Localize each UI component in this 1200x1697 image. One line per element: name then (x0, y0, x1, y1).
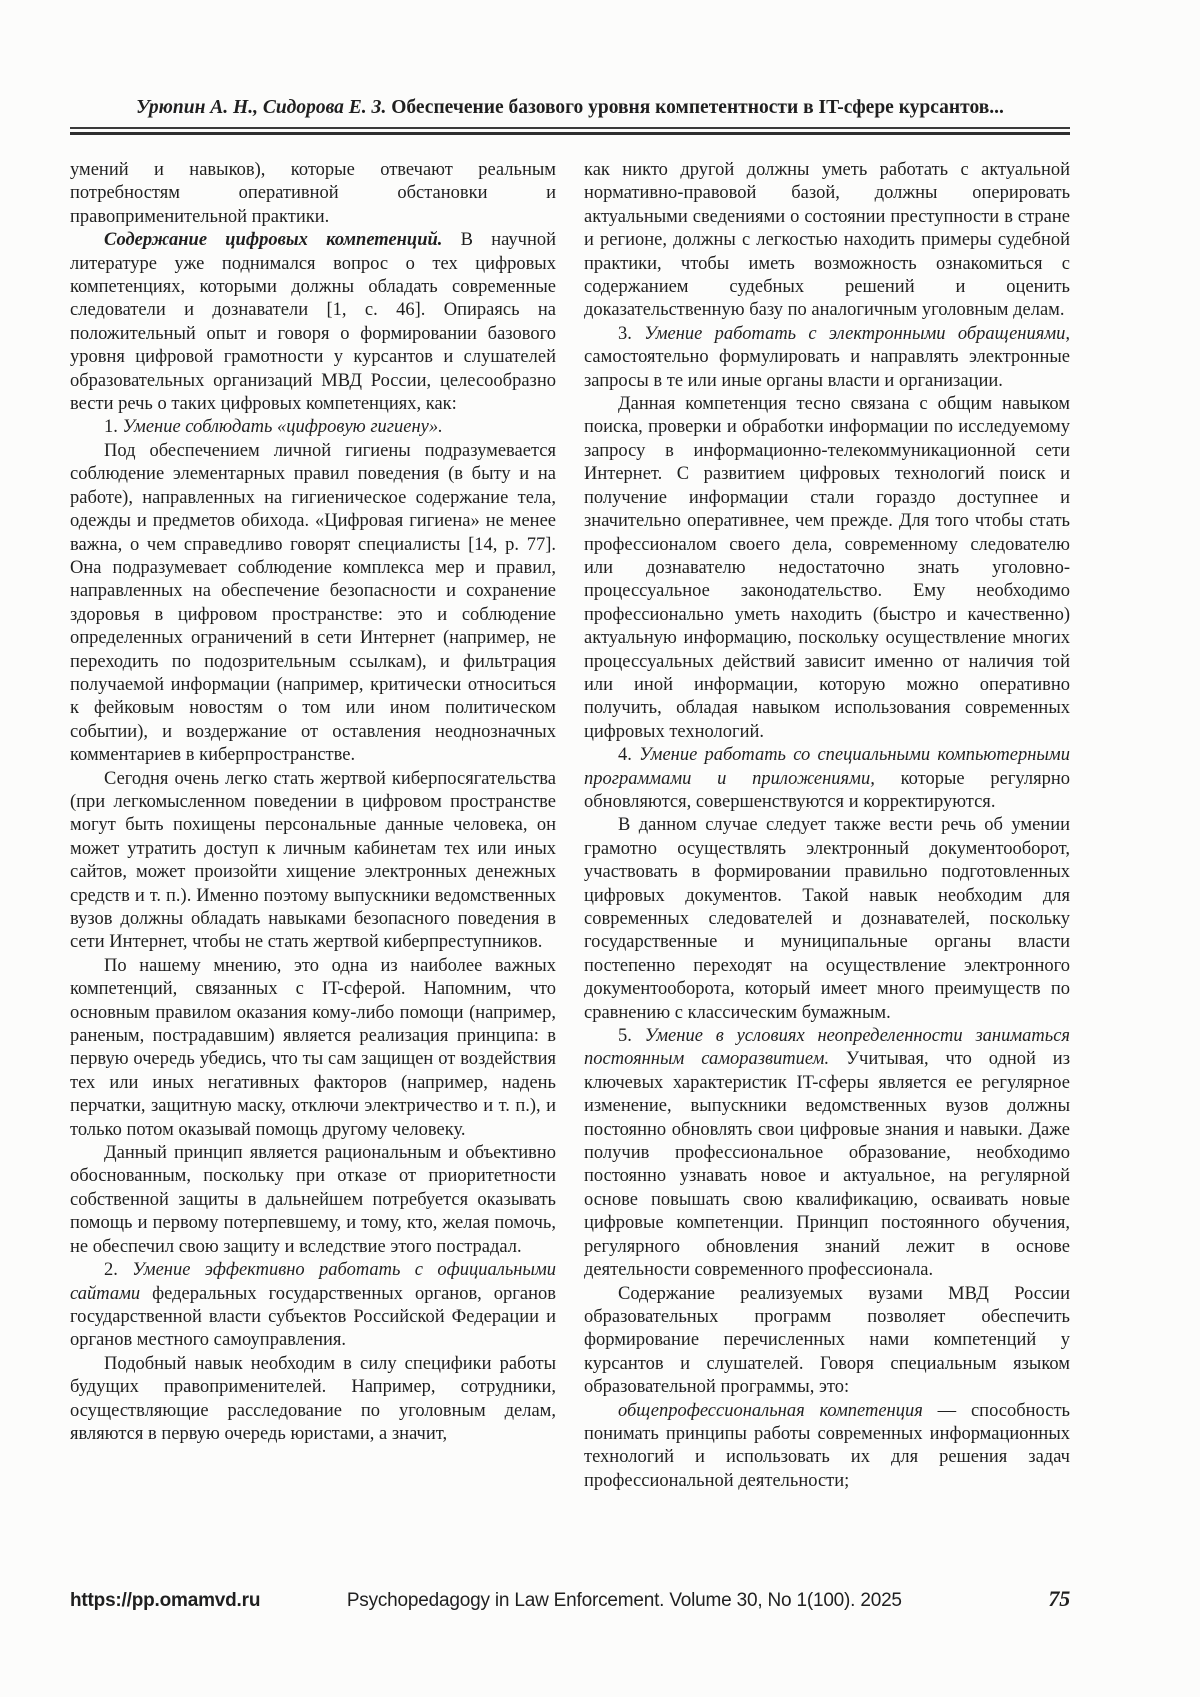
paragraph (70, 440, 556, 768)
text-run: Умение работать со специальными компьютерными программами и приложениями, (584, 745, 1070, 789)
paragraph (70, 1142, 556, 1259)
text-run: В научной литературе уже поднимался вопрос о тех цифровых компетенциях, которыми должны обладать современные следователи и дознаватели [1, с. 46]. Опираясь на положительный опыт и говоря о формировании базового уровня цифровой грамотности у курсантов и слушателей образовательных организаций МВД России, целесообразно вести речь о таких цифровых компетенциях, как: (70, 230, 556, 415)
running-head-title: Обеспечение базового уровня компетентности в IT-сфере курсантов... (391, 97, 1004, 118)
paragraph (70, 768, 556, 955)
text-run: 5. (618, 1026, 645, 1047)
text-run: 2. (104, 1260, 133, 1281)
text-run: В данном случае следует также вести речь об умении грамотно осуществлять электронный документооборот, участвовать в формировании правильно подготовленных цифровых документов. Такой навык необходим для современных следователей и дознавателей, поскольку государственные и муниципальные органы власти постепенно переходят на осуществление электронного документооборота, который имеет много преимуществ по сравнению с классическим бумажным. (584, 815, 1070, 1023)
column-right (584, 159, 1070, 1493)
paragraph (70, 1259, 556, 1353)
paragraph (584, 1025, 1070, 1282)
footer-page-number: 75 (1048, 1586, 1070, 1611)
running-head-authors: Урюпин А. Н., Сидорова Е. З. (136, 97, 387, 118)
text-run: Данная компетенция тесно связана с общим навыком поиска, проверки и обработки информации по исследуемому запросу в информационно-телекоммуникационной сети Интернет. С развитием цифровых технологий поиск и получение информации стали гораздо доступнее и значительно оперативнее, чем прежде. Для того чтобы стать профессионалом своего дела, современному следователю или дознавателю недостаточно знать уголовно-процессуальное законодательство. Ему необходимо профессионально уметь находить (быстро и качественно) актуальную информацию, поскольку осуществление многих процессуальных действий зависит именно от наличия той или иной информации, которую можно оперативно получить, обладая навыком использования современных цифровых технологий. (584, 394, 1070, 742)
text-run: 1. (104, 417, 123, 438)
text-run: 3. (618, 323, 645, 344)
text-run: общепрофессиональная компетенция (618, 1400, 923, 1421)
text-run: — способность понимать принципы работы современных информационных технологий и использовать их для решения задач профессиональной деятельности; (584, 1400, 1070, 1491)
text-run: как никто другой должны уметь работать с актуальной нормативно-правовой базой, должны оперировать актуальными сведениями о состоянии преступности в стране и регионе, должны с легкостью находить примеры судебной практики, чтобы иметь возможность ознакомиться с содержанием судебных решений и оценить доказательственную базу по аналогичным уголовным делам. (584, 160, 1070, 321)
text-run: Содержание цифровых компетенций. (104, 230, 443, 251)
text-columns (70, 159, 1070, 1493)
running-head (70, 96, 1070, 120)
page-footer (70, 1586, 1070, 1612)
text-run: Сегодня очень легко стать жертвой киберпосягательства (при легкомысленном поведении в цифровом пространстве могут быть похищены персональные данные человека, он может утратить доступ к личным кабинетам тех или иных сайтов, может произойти хищение электронных денежных средств и т. п.). Именно поэтому выпускники ведомственных вузов должны обладать навыками безопасного поведения в сети Интернет, чтобы не стать жертвой киберпреступников. (70, 768, 556, 953)
paragraph (70, 1353, 556, 1447)
text-run: Содержание реализуемых вузами МВД России образовательных программ позволяет обеспечить формирование перечисленных нами компетенций у курсантов и слушателей. Говоря специальным языком образовательной программы, это: (584, 1283, 1070, 1398)
page-content (70, 0, 1070, 1493)
paragraph (584, 323, 1070, 393)
text-run: умений и навыков), которые отвечают реальным потребностям оперативной обстановки и правоприменительной практики. (70, 160, 556, 227)
text-run: Умение соблюдать «цифровую гигиену». (122, 417, 443, 438)
text-run: Умение эффективно работать с официальными сайтами (70, 1260, 556, 1304)
text-run: 4. (618, 745, 640, 766)
column-left (70, 159, 556, 1493)
text-run: Учитывая, что одной из ключевых характеристик IT-сферы является ее регулярное изменение, выпускники ведомственных вузов должны постоянно обновлять свои цифровые знания и навыки. Даже получив профессиональное образование, необходимо постоянно узнавать новое и актуальное, на регулярной основе повышать свою квалификацию, осваивать новые цифровые компетенции. Принцип постоянного обучения, регулярного обновления знаний лежит в основе деятельности современного профессионала. (584, 1049, 1071, 1281)
text-run: Умение работать с электронными обращениями, (644, 323, 1071, 344)
paragraph (584, 393, 1070, 744)
paragraph (584, 159, 1070, 323)
text-run: По нашему мнению, это одна из наиболее важных компетенций, связанных с IT-сферой. Напомним, что основным правилом оказания кому-либо помощи (например, раненым, пострадавшим) является реализация принципа: в первую очередь убедись, что ты сам защищен от воздействия тех или иных негативных факторов (например, надень перчатки, защитную маску, отключи электричество и т. п.), и только потом оказывай помощь другому человеку. (70, 955, 556, 1140)
footer-url: https://pp.omamvd.ru (70, 1590, 261, 1611)
text-run: Подобный навык необходим в силу специфики работы будущих правоприменителей. Например, сотрудники, осуществляющие расследование по уголовным делам, являются в первую очередь юристами, а значит, (70, 1353, 556, 1444)
text-run: которые регулярно обновляются, совершенствуются и корректируются. (584, 768, 1070, 812)
text-run: Умение в условиях неопределенности заниматься постоянным саморазвитием. (584, 1026, 1071, 1070)
paragraph (584, 1283, 1070, 1400)
paragraph (70, 159, 556, 229)
text-run: федеральных государственных органов, органов государственной власти субъектов Российской Федерации и органов местного самоуправления. (70, 1283, 556, 1351)
paragraph (584, 1400, 1070, 1494)
paragraph (70, 955, 556, 1142)
footer-journal-title: Psychopedagogy in Law Enforcement. Volume 30, No 1(100). 2025 (346, 1590, 902, 1611)
text-run: самостоятельно формулировать и направлять электронные запросы в те или иные органы власти и организации. (584, 347, 1070, 391)
paragraph (584, 814, 1070, 1025)
text-run: Данный принцип является рациональным и объективно обоснованным, поскольку при отказе от приоритетности собственной защиты в дальнейшем потребуется оказывать помощь и первому потерпевшему, и тому, кто, желая помочь, не обеспечил свою защиту и вследствие этого пострадал. (70, 1143, 556, 1257)
paragraph (584, 744, 1070, 814)
paragraph (70, 229, 556, 416)
header-rule (70, 127, 1070, 135)
paragraph (70, 416, 556, 439)
text-run: Под обеспечением личной гигиены подразумевается соблюдение элементарных правил поведения (в быту и на работе), направленных на гигиеническое содержание тела, одежды и предметов обихода. «Цифровая гигиена» не менее важна, о чем справедливо говорят специалисты [14, p. 77]. Она подразумевает соблюдение комплекса мер и правил, направленных на обеспечение безопасности и сохранение здоровья в цифровом пространстве: это и соблюдение определенных ограничений в сети Интернет (например, не переходить по подозрительным ссылкам), и фильтрация получаемой информации (например, критически относиться к фейковым новостям о том или ином политическом событии), и воздержание от оставления неоднозначных комментариев в киберпространстве. (70, 440, 556, 766)
